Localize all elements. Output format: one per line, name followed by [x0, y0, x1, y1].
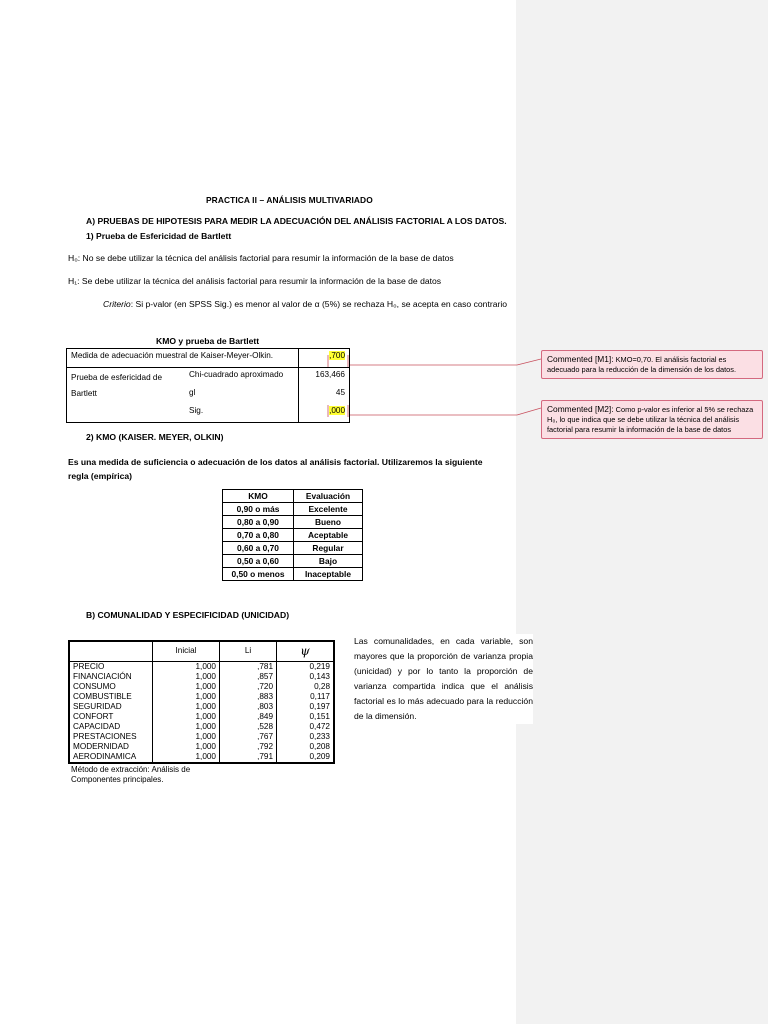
comment-m1-label: Commented [M1]:: [547, 354, 614, 364]
table-cell: 0,151: [309, 711, 330, 721]
header-kmo: KMO: [223, 490, 294, 503]
table-cell: 1,000: [153, 702, 220, 712]
table-cell: ,792: [220, 742, 277, 752]
table-cell: Regular: [294, 542, 363, 555]
table-cell: AERODINAMICA: [69, 752, 153, 763]
table-cell: Inaceptable: [294, 568, 363, 581]
table-cell: ,803: [220, 702, 277, 712]
table-cell: ,849: [220, 712, 277, 722]
table-cell: PRECIO: [69, 661, 153, 672]
table-cell: ,781: [220, 661, 277, 672]
table-cell: 0,117: [310, 691, 330, 701]
table-cell: ,720: [220, 682, 277, 692]
document-title: PRACTICA II – ANÁLISIS MULTIVARIADO: [206, 195, 373, 205]
table-cell: 1,000: [153, 692, 220, 702]
table-cell: 0,80 a 0,90: [223, 516, 294, 529]
table-cell: FINANCIACIÓN: [69, 672, 153, 682]
gl-label: gl: [189, 388, 196, 397]
table-cell: Aceptable: [294, 529, 363, 542]
table-cell: 0,50 o menos: [223, 568, 294, 581]
table-cell: 0,60 a 0,70: [223, 542, 294, 555]
table-cell: 0,233: [309, 731, 330, 741]
table-cell: 1,000: [153, 661, 220, 672]
sig-label: Sig.: [185, 404, 299, 423]
table-cell: 0,208: [309, 741, 330, 751]
comment-m2-label: Commented [M2]:: [547, 404, 614, 414]
section-a-sub1: 1) Prueba de Esfericidad de Bartlett: [86, 231, 232, 241]
table-cell: 1,000: [153, 672, 220, 682]
kmo-label: Medida de adecuación muestral de Kaiser-Meyer-Olkin.: [67, 349, 299, 368]
table-cell: 1,000: [153, 752, 220, 763]
table-cell: 0,28: [314, 681, 330, 691]
communality-explanation: Las comunalidades, en cada variable, son mayores que la proporción de varianza propia (unicidad) y por lo tanto la proporción de varianza compartida indica que el análisis factorial es lo más adecuado para la reducción de la dimensión.: [354, 634, 533, 724]
bartlett-label: Prueba de esfericidad de Bartlett: [67, 368, 186, 423]
comment-m1-text: KMO=0,70. El análisis factorial es adecuado para la reducción de la dimensión de los datos.: [547, 355, 736, 374]
h0-text: H₀: No se debe utilizar la técnica del análisis factorial para resumir la información de la base de datos: [68, 253, 454, 263]
header-inicial: Inicial: [153, 641, 220, 661]
table-cell: ,767: [220, 732, 277, 742]
table-cell: ,857: [220, 672, 277, 682]
sig-value: ,000: [329, 406, 345, 415]
table-footnote: Método de extracción: Análisis de Componentes principales.: [71, 765, 191, 784]
table-cell: ,528: [220, 722, 277, 732]
header-evaluacion: Evaluación: [294, 490, 363, 503]
section-b-heading: B) COMUNALIDAD Y ESPECIFICIDAD (UNICIDAD): [86, 610, 290, 620]
table-cell: 0,50 a 0,60: [223, 555, 294, 568]
table-cell: ,791: [220, 752, 277, 763]
comment-m1[interactable]: [541, 350, 763, 379]
table-cell: 0,143: [309, 671, 330, 681]
table-cell: 0,70 a 0,80: [223, 529, 294, 542]
table-cell: CONSUMO: [69, 682, 153, 692]
table-cell: 0,209: [309, 751, 330, 761]
criterio-text: : Si p-valor (en SPSS Sig.) es menor al valor de α (5%) se rechaza H₀, se acepta en caso contrario: [130, 299, 508, 309]
table-cell: 1,000: [153, 682, 220, 692]
table-cell: CONFORT: [69, 712, 153, 722]
comment-m2[interactable]: [541, 400, 763, 439]
table-cell: 0,472: [309, 721, 330, 731]
table-cell: 1,000: [153, 732, 220, 742]
h1-text: H₁: Se debe utilizar la técnica del análisis factorial para resumir la información de la base de datos: [68, 276, 442, 286]
header-psi: ψ: [277, 641, 335, 661]
section-2-heading: 2) KMO (KAISER. MEYER, OLKIN): [86, 432, 224, 442]
header-li: Li: [220, 641, 277, 661]
criterio-label: Criterio: [103, 299, 131, 309]
kmo-value: ,700: [329, 351, 345, 360]
table-cell: Excelente: [294, 503, 363, 516]
table-cell: ,883: [220, 692, 277, 702]
chi-label: Chi-cuadrado aproximado: [189, 370, 284, 379]
table-cell: CAPACIDAD: [69, 722, 153, 732]
chi-value: 163,466: [299, 368, 350, 387]
table-cell: COMBUSTIBLE: [69, 692, 153, 702]
gl-value: 45: [299, 386, 350, 404]
comment-m2-text: Como p-valor es inferior al 5% se rechaza H₀, lo que indica que se debe utilizar la técnica del análisis factorial para resumir la información de la base de datos: [547, 405, 754, 434]
table-cell: MODERNIDAD: [69, 742, 153, 752]
table-cell: 1,000: [153, 722, 220, 732]
section-a-heading: A) PRUEBAS DE HIPOTESIS PARA MEDIR LA ADECUACIÓN DEL ANÁLISIS FACTORIAL A LOS DATOS.: [86, 216, 507, 226]
table-cell: 1,000: [153, 712, 220, 722]
table-cell: Bajo: [294, 555, 363, 568]
table-cell: 1,000: [153, 742, 220, 752]
section-2-paragraph: Es una medida de suficiencia o adecuación de los datos al análisis factorial. Utilizaremos la siguiente regla (empírica): [68, 457, 483, 481]
table-cell: PRESTACIONES: [69, 732, 153, 742]
table-cell: 0,90 o más: [223, 503, 294, 516]
table-cell: 0,197: [309, 701, 330, 711]
table-cell: 0,219: [309, 661, 330, 671]
kmo-table-title: KMO y prueba de Bartlett: [156, 336, 260, 346]
table-cell: SEGURIDAD: [69, 702, 153, 712]
table-cell: Bueno: [294, 516, 363, 529]
